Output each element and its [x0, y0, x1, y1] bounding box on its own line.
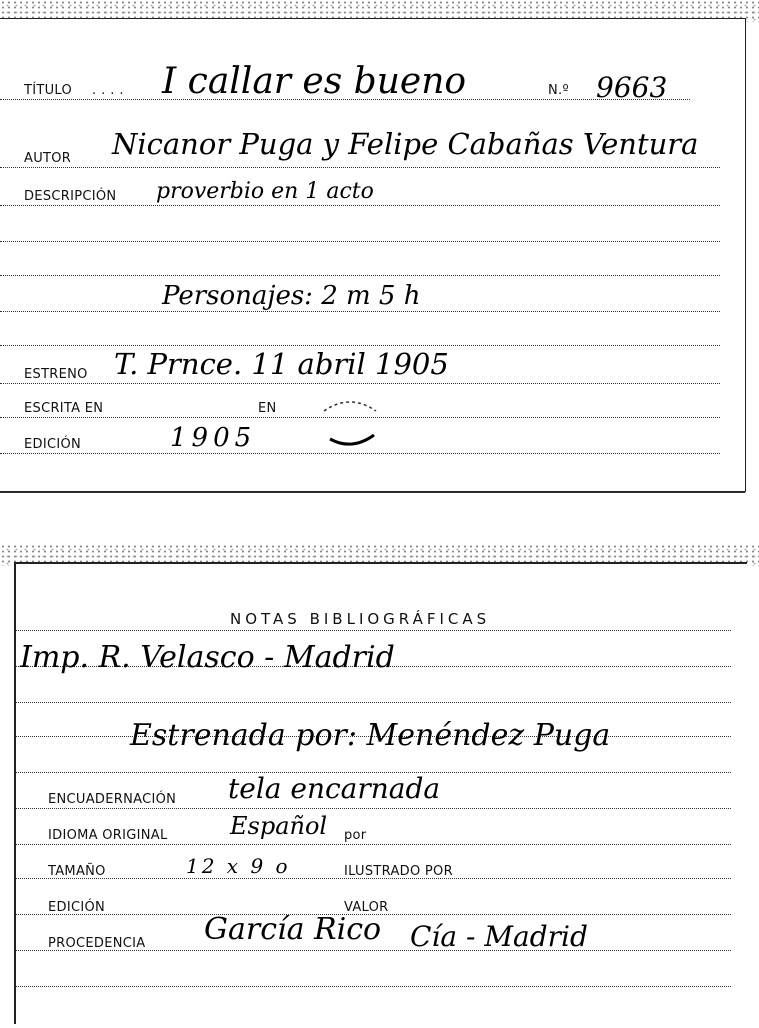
nota-estreno: Estrenada por: Menéndez Puga: [130, 718, 611, 753]
titulo-value: I callar es bueno: [162, 61, 467, 102]
procedencia-label: PROCEDENCIA: [48, 936, 146, 951]
card-separator: [0, 492, 745, 493]
titulo-dots: ....: [92, 83, 129, 98]
catalog-card-bottom: [14, 562, 747, 1024]
estreno-value: T. Prnce. 11 abril 1905: [114, 347, 449, 381]
notas-heading: NOTAS BIBLIOGRÁFICAS: [230, 610, 491, 628]
ruled-line: [0, 205, 720, 206]
descripcion-value: proverbio en 1 acto: [156, 179, 374, 204]
procedencia-value-1: García Rico: [204, 912, 382, 947]
edicion-label-bottom: EDICIÓN: [48, 900, 106, 915]
encuadernacion-value: tela encarnada: [228, 772, 441, 805]
ruled-line: [16, 630, 731, 631]
procedencia-value-2: Cía - Madrid: [410, 920, 588, 953]
ruled-line: [0, 453, 720, 454]
autor-label: AUTOR: [24, 151, 72, 166]
descripcion-label: DESCRIPCIÓN: [24, 189, 117, 204]
nota-imprenta: Imp. R. Velasco - Madrid: [20, 640, 395, 675]
numero-value: 9663: [596, 71, 668, 104]
encuadernacion-label: ENCUADERNACIÓN: [48, 792, 177, 807]
ruled-line: [16, 986, 731, 987]
valor-label: VALOR: [344, 900, 389, 915]
ruled-line: [0, 241, 720, 242]
ruled-line: [16, 844, 731, 845]
escrita-en-label: ESCRITA EN: [24, 401, 104, 416]
titulo-label: TÍTULO: [24, 83, 73, 98]
numero-label: N.º: [548, 83, 569, 98]
edicion-value: 1905: [170, 423, 257, 453]
tamano-value: 12 x 9 o: [186, 854, 291, 878]
ruled-line: [0, 345, 720, 346]
estreno-label: ESTRENO: [24, 367, 88, 382]
faded-stamp-mark: [314, 391, 386, 451]
ruled-line: [16, 702, 731, 703]
ruled-line: [0, 311, 720, 312]
catalog-card-top: [0, 18, 746, 492]
autor-value: Nicanor Puga y Felipe Cabañas Ventura: [112, 127, 699, 161]
ruled-line: [16, 808, 731, 809]
ruled-line: [0, 167, 720, 168]
por-label: por: [344, 828, 367, 843]
ruled-line: [0, 275, 720, 276]
idioma-label: IDIOMA ORIGINAL: [48, 828, 168, 843]
personajes-note: Personajes: 2 m 5 h: [162, 281, 421, 311]
ruled-line: [0, 383, 720, 384]
idioma-value: Español: [230, 812, 328, 840]
en-label: EN: [258, 401, 277, 416]
tamano-label: TAMAÑO: [48, 864, 106, 879]
edicion-label: EDICIÓN: [24, 437, 82, 452]
ilustrado-label: ILUSTRADO POR: [344, 864, 453, 879]
